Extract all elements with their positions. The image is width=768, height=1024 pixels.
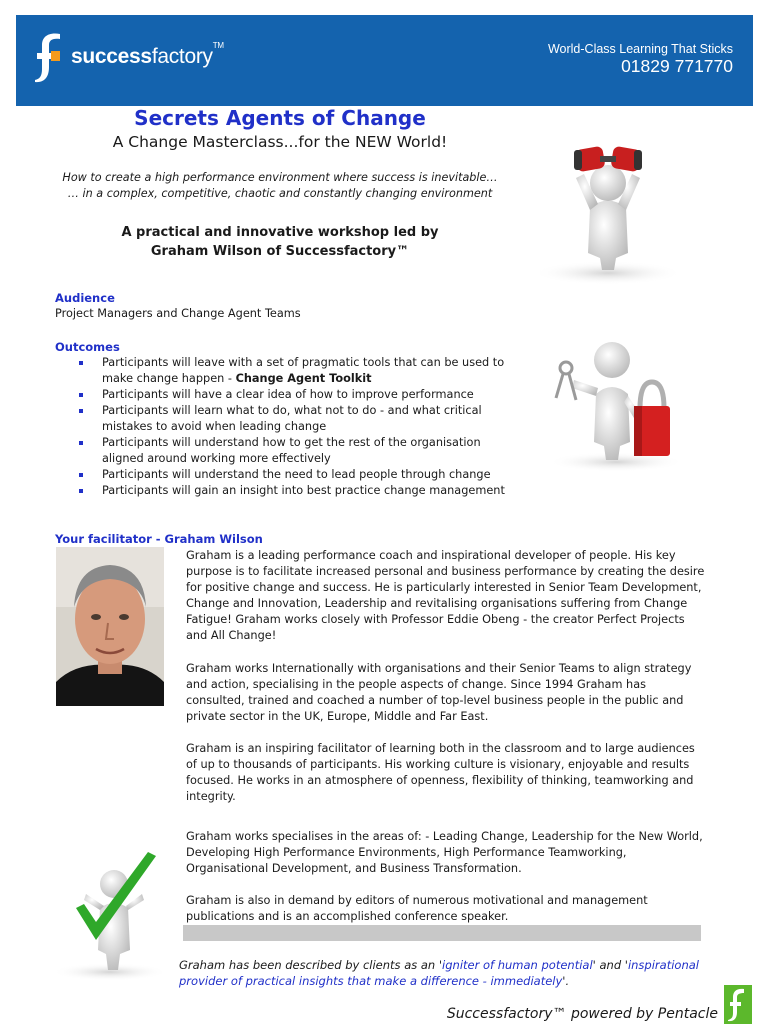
quote-text: '. [562, 974, 570, 988]
footer-text: Successfactory™ powered by Pentacle [446, 1006, 718, 1022]
list-item: Participants will gain an insight into best practice change management [78, 483, 510, 499]
intro-text [0, 170, 560, 202]
header-tagline: World-Class Learning That Sticks [547, 42, 733, 56]
page-subtitle: A Change Masterclass...for the NEW World! [112, 133, 448, 151]
workshop-line: Graham Wilson of Successfactory™ [150, 244, 410, 259]
outcomes-heading: Outcomes [55, 340, 120, 354]
workshop-heading [0, 223, 560, 261]
quote-text: Graham has been described by clients as an ' [179, 958, 443, 972]
outcome-text: Participants will leave with a set of pragmatic tools that can be used to make change happen - [102, 356, 505, 385]
pentacle-logo-icon [724, 985, 752, 1024]
bio-paragraph: Graham is a leading performance coach and inspirational developer of people. His key purpose is to facilitate increased personal and business performance by creating the desire for positive change and success. He is particularly interested in Senior Team Development, Change and Innovation, Leadership and revitalising organisations suffering from Change Fatigue! Graham works closely with Professor Eddie Obeng - the creator Perfect Projects and All Change! [186, 549, 705, 642]
quote-highlight: inspirational provider of practical insights that make a difference - immediately [179, 958, 699, 988]
quote-highlight: igniter of human potential [442, 958, 593, 972]
quote-text: ' and ' [592, 958, 628, 972]
intro-line: … in a complex, competitive, chaotic and constantly changing environment [67, 187, 493, 200]
audience-heading: Audience [55, 291, 115, 305]
page-title: Secrets Agents of Change [134, 106, 426, 130]
bio-paragraph: Graham works specialises in the areas of: - Leading Change, Leadership for the New World, Developing High Performance Environments, High Performance Teamworking, Organisational Development, and Business Transformation. [186, 830, 703, 875]
bio-paragraph: Graham is also in demand by editors of numerous motivational and management publications and is an accomplished conference speaker. [186, 894, 648, 923]
outcomes-list [78, 355, 510, 499]
bio-paragraph: Graham is an inspiring facilitator of learning both in the classroom and to large audiences of up to thousands of participants. His working culture is visionary, enjoyable and results focused. He works in an atmosphere of openness, flexibility of thinking, teamworking and integrity. [186, 742, 695, 803]
list-item: Participants will understand how to get the rest of the organisation aligned around working more effectively [78, 435, 510, 467]
header-banner [16, 15, 753, 106]
audience-text: Project Managers and Change Agent Teams [55, 307, 301, 320]
change-agent-toolkit-text: Change Agent Toolkit [235, 372, 372, 385]
divider-bar [183, 925, 701, 941]
checkmark-figure-image [48, 850, 172, 982]
brand-bold: success [71, 45, 152, 68]
list-item: Participants will have a clear idea of how to improve performance [78, 387, 510, 403]
brand-light: factory [151, 45, 213, 68]
list-item: Participants will learn what to do, what not to do - and what critical mistakes to avoid when leading change [78, 403, 510, 435]
workshop-line: A practical and innovative workshop led by [121, 225, 439, 240]
successfactory-logo-icon [34, 31, 64, 83]
binoculars-figure-image [528, 138, 690, 286]
bio-paragraph: Graham works Internationally with organisations and their Senior Teams to align strategy and action, specialising in the people aspects of change. Since 1994 Graham has consulted, trained and coached a number of top-level business people in the public and private sector in the UK, Europe, Middle and Far East. [186, 662, 692, 723]
graham-wilson-portrait-image [56, 547, 164, 706]
list-item: Participants will understand the need to lead people through change [78, 467, 510, 483]
list-item [78, 355, 510, 387]
client-quote [179, 957, 699, 989]
header-phone: 01829 771770 [621, 56, 733, 76]
brand-name [71, 41, 224, 69]
intro-line: How to create a high performance environment where success is inevitable… [62, 171, 498, 184]
keys-and-lock-figure-image [536, 330, 688, 474]
brand-tm: TM [212, 41, 224, 50]
facilitator-heading: Your facilitator - Graham Wilson [55, 532, 263, 546]
